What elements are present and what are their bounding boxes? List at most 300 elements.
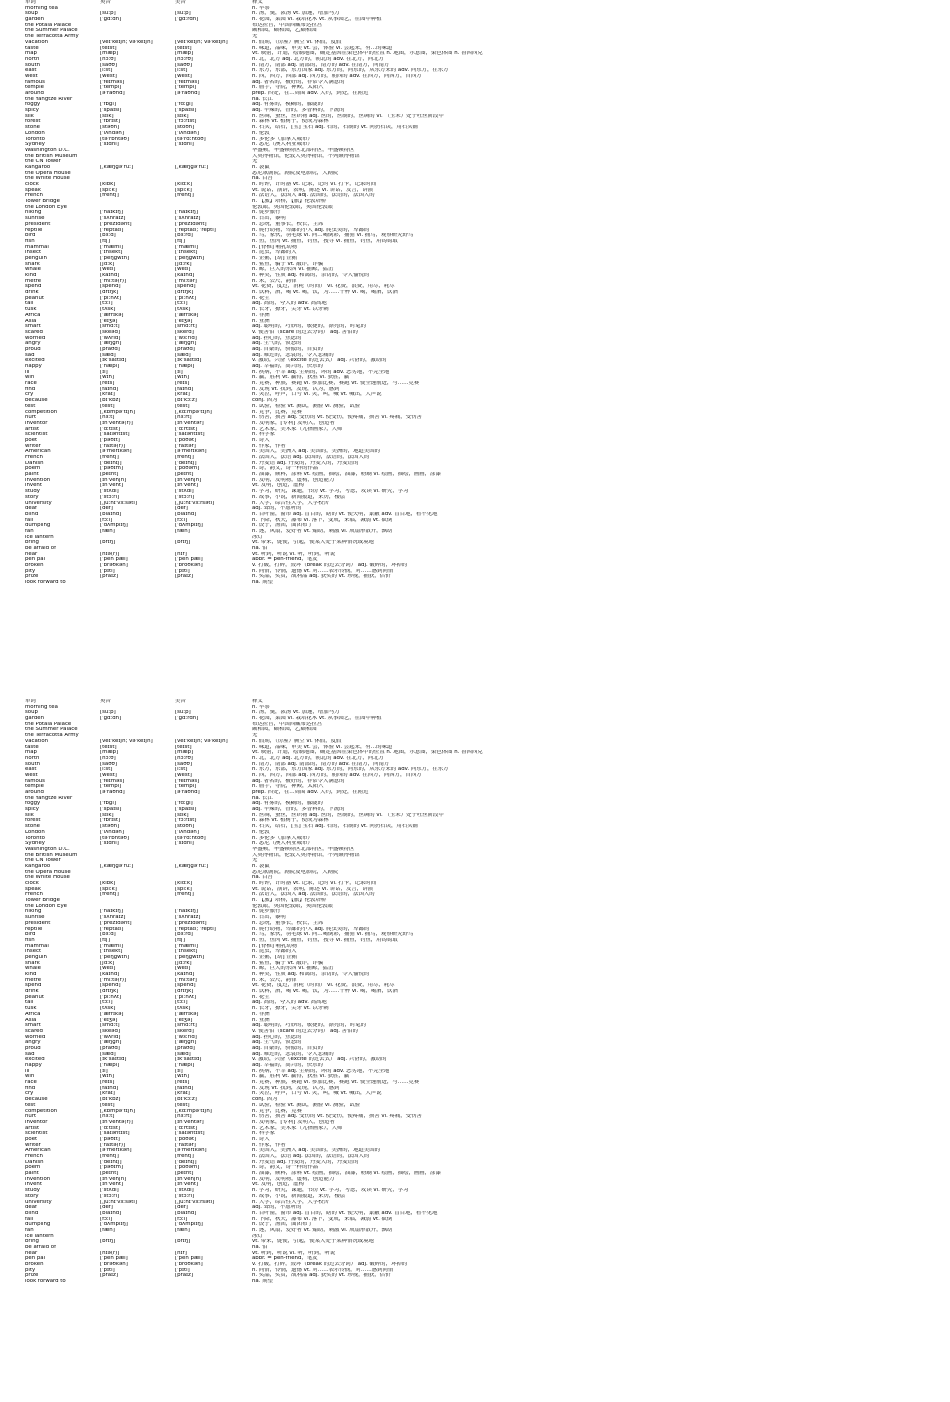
meaning-cell: na. 长江 xyxy=(252,795,273,801)
meaning-cell: n. 米，公尺，韵律 xyxy=(252,278,297,284)
word-cell: Toronto xyxy=(25,835,45,841)
meaning-cell: n. 迷，风扇，爱好者 vt. 煽动，刺激 vi. 成扇形散开，飘动 xyxy=(252,528,393,534)
us-phonetic-cell: [ˈɪnsekt] xyxy=(175,250,198,256)
us-phonetic-cell: [bɪˈkɔːz] xyxy=(175,398,197,404)
word-cell: pity xyxy=(25,1267,36,1273)
word-cell: soup xyxy=(25,710,38,716)
word-cell: cry xyxy=(25,1091,34,1097)
us-phonetic-cell: [ˈpoʊət] xyxy=(175,437,197,443)
us-phonetic-cell: [ˈbroʊkən] xyxy=(175,1262,203,1268)
uk-phonetic-cell: [sɪlk] xyxy=(100,812,114,818)
us-phonetic-cell: [kraɪ] xyxy=(175,1091,190,1097)
us-phonetic-cell: [ˈdʌmplɪŋ] xyxy=(175,523,203,529)
us-phonetic-cell: [praʊd] xyxy=(175,346,195,352)
us-phonetic-cell: [əˈmerɪkən] xyxy=(175,1148,207,1154)
meaning-cell: n. 鸟，家伙，羽毛球 vi. 向…喝倒彩，捕猎 vi. 捕鸟，观察研究野鸟 xyxy=(252,233,414,239)
meaning-cell: n. 鲸，巨大的东西 vi. 捕鲸，猛击 xyxy=(252,267,334,273)
us-phonetic-cell: [smɑːrt] xyxy=(175,1023,197,1029)
uk-phonetic-cell: [wɪn] xyxy=(100,1074,115,1080)
uk-phonetic-cell: [bɪˈkɒz] xyxy=(100,398,121,404)
meaning-cell: v. 使害怕（scare 的过去分词） adj. 害怕的 xyxy=(252,1028,358,1034)
meaning-cell: 无 xyxy=(252,858,258,864)
word-cell: ice lantern xyxy=(25,534,54,540)
meaning-cell: n. 南方，南部 adj. 南部的，南方的 adv. 在南方，向南方 xyxy=(252,62,390,68)
meaning-cell: n. 诗，韵文，诗一样的作品 xyxy=(252,466,319,472)
uk-phonetic-cell: [ˈmiːtə(r)] xyxy=(100,278,127,284)
word-cell: race xyxy=(25,1080,37,1086)
meaning-cell: na. 白宫 xyxy=(252,875,273,881)
header-meaning: 释义 xyxy=(252,0,263,5)
us-phonetic-cell: [ˈɡɑːrdn] xyxy=(175,17,199,23)
us-phonetic-cell: [def] xyxy=(175,1205,188,1211)
uk-phonetic-cell xyxy=(100,580,175,586)
uk-phonetic-cell: [ˈreptaɪl] xyxy=(100,926,124,932)
uk-phonetic-cell: [frentʃ] xyxy=(100,193,119,199)
uk-phonetic-cell: [kraɪ] xyxy=(100,392,115,398)
us-phonetic-cell: [ˈhæpi] xyxy=(175,364,195,369)
word-cell: morning tea xyxy=(25,704,58,710)
meaning-cell: n. 北，北方 adj. 北方的，朝北的 adv. 在北方，向北方 xyxy=(252,755,384,761)
us-phonetic-cell: [hɜːrt] xyxy=(175,415,192,421)
us-phonetic-cell: [ˈspaɪsi] xyxy=(175,108,197,114)
meaning-cell: n. 时钟，计时器 vt. 记录，记时 vi. 打卡，记录时间 xyxy=(252,881,377,886)
word-cell: map xyxy=(25,750,37,756)
uk-phonetic-cell: [ˈlʌndən] xyxy=(100,829,124,835)
uk-phonetic-cell: [ˌjuːnɪˈvɜːsəti] xyxy=(100,1199,137,1205)
word-cell: shark xyxy=(25,960,40,966)
word-cell: around xyxy=(25,91,44,96)
word-cell: scientist xyxy=(25,1131,48,1137)
word-cell: prize xyxy=(25,574,39,580)
word-cell: the Opera House xyxy=(25,869,71,875)
meaning-cell: 大英博物馆，伦敦大英博物馆，不列颠博物馆 xyxy=(252,153,360,159)
meaning-cell: n. 试验，检验 vt. 测试，测验 vi. 测验，试验 xyxy=(252,1102,360,1108)
word-cell: happy xyxy=(25,364,42,369)
word-cell: penguin xyxy=(25,954,47,960)
uk-phonetic-cell: [ˈstʌdi] xyxy=(100,1188,119,1194)
word-cell: broken xyxy=(25,563,44,569)
word-cell: east xyxy=(25,68,37,74)
us-phonetic-cell: [ˌjuːnɪˈvɜːrsəti] xyxy=(175,500,215,506)
us-phonetic-cell: [skerd] xyxy=(175,329,194,335)
uk-phonetic-cell: [ˈstɔːri] xyxy=(100,1193,120,1199)
us-phonetic-cell: [mæp] xyxy=(175,51,194,57)
uk-phonetic-cell: [ˈsʌnraɪz] xyxy=(100,216,126,222)
meaning-cell: adj. 幸福的，高兴的，快乐的 xyxy=(252,364,323,369)
word-cell: taste xyxy=(25,45,39,51)
uk-phonetic-cell: [fɪʃ] xyxy=(100,238,110,244)
word-cell: scared xyxy=(25,1028,43,1034)
word-cell: study xyxy=(25,489,40,495)
us-phonetic-cell: [teɪst] xyxy=(175,45,192,51)
meaning-cell: n. 学习，研究，课题，书房 vt. 学习，考虑，攻读 vi. 研究，学习 xyxy=(252,1188,409,1194)
word-cell: drink xyxy=(25,989,39,995)
us-phonetic-cell: [ˈhaɪkɪŋ] xyxy=(175,210,198,216)
meaning-cell: n. 鲨鱼，骗子 vt. 敲诈，诈骗 xyxy=(252,261,324,267)
uk-phonetic-cell: [faɪnd] xyxy=(100,386,119,392)
word-cell: Asia xyxy=(25,1017,37,1023)
meaning-cell: vt. 发明，创造，虚构 xyxy=(252,483,304,489)
word-cell: mammal xyxy=(25,244,49,250)
us-phonetic-cell: [frentʃ] xyxy=(175,1154,194,1159)
word-cell: Toronto xyxy=(25,136,45,142)
us-phonetic-cell: [tʌsk] xyxy=(175,307,191,313)
meaning-cell: n. 法语人，法国人 adj. 法国的，法语的，法国人的 xyxy=(252,892,375,898)
meaning-cell: 冰灯 xyxy=(252,534,263,540)
uk-phonetic-cell: [ʃɑːk] xyxy=(100,960,115,966)
meaning-cell: n. 非洲 xyxy=(252,312,270,318)
us-phonetic-cell: [ˌkɑːmpəˈtɪʃn] xyxy=(175,1108,212,1114)
word-cell: tall xyxy=(25,1000,34,1006)
uk-phonetic-cell: [ɪl] xyxy=(100,1068,108,1074)
word-cell: excited xyxy=(25,358,45,364)
uk-phonetic-cell: [ˈpeŋɡwɪn] xyxy=(100,954,130,960)
meaning-cell: 颐和园，颐和园，乙颐和园 xyxy=(252,28,317,34)
uk-phonetic-cell: [ˈwʌrid] xyxy=(100,1034,121,1040)
uk-phonetic-cell: [əˈmerɪkən] xyxy=(100,449,132,455)
uk-phonetic-cell: [smɑːt] xyxy=(100,1023,120,1029)
word-cell: dumpling xyxy=(25,523,51,529)
meaning-cell: vt. 带来，促使，引起，使某人处于某种情况或境地 xyxy=(252,1239,374,1245)
meaning-cell: n. 赢，胜利 vt. 赢得，获胜 vi. 获胜，赢 xyxy=(252,375,350,381)
us-phonetic-cell: [veɪˈkeɪʃn; vəˈkeɪʃn] xyxy=(175,39,228,45)
word-cell: president xyxy=(25,221,51,227)
us-phonetic-cell: [spend] xyxy=(175,983,196,989)
word-cell: whale xyxy=(25,267,41,273)
meaning-cell: adj. 聋的，不愿听的 xyxy=(252,506,302,512)
us-phonetic-cell: [ɪnˈventər] xyxy=(175,420,204,426)
uk-phonetic-cell: [ˈɡɑːdn] xyxy=(100,17,122,23)
uk-phonetic-cell: [ˈpəʊɪm] xyxy=(100,466,124,472)
meaning-cell: na. 怕 xyxy=(252,1245,268,1250)
us-phonetic-cell: [spend] xyxy=(175,284,196,290)
word-cell: peanut xyxy=(25,994,44,1000)
word-cell: win xyxy=(25,1074,35,1080)
us-phonetic-cell: [frentʃ] xyxy=(175,892,194,898)
us-phonetic-cell: [drɪŋk] xyxy=(175,989,194,995)
meaning-cell: n. 日出，黎明 xyxy=(252,915,286,921)
uk-phonetic-cell: [ˈdʌmplɪŋ] xyxy=(100,523,128,529)
uk-phonetic-cell: [ˌkæŋɡəˈruː] xyxy=(100,164,134,170)
uk-phonetic-cell: [əˈmerɪkən] xyxy=(100,1148,132,1154)
us-phonetic-cell: [hɜːrt] xyxy=(175,1114,192,1120)
us-phonetic-cell: [ˈmæml] xyxy=(175,244,198,250)
meaning-cell: v. 打破，打碎，毁坏（break 的过去分词） adj. 破碎的，坏掉的 xyxy=(252,563,408,569)
meaning-cell: n. 丹麦语 adj. 丹麦的，丹麦人的，丹麦语的 xyxy=(252,460,359,466)
meaning-cell: n. 长牙，獠牙，尖牙 vt. 以牙刺 xyxy=(252,1006,329,1012)
us-phonetic-cell: [ˈpoʊət] xyxy=(175,1136,197,1142)
meaning-cell: 伦敦眼，英国伦敦眼，英国伦敦眼 xyxy=(252,903,333,909)
meaning-cell: n. 同情，怜悯，遗憾 vt. 对……表示怜悯，对……感到同情 xyxy=(252,1267,394,1273)
uk-phonetic-cell: [teɪst] xyxy=(100,45,117,51)
meaning-cell: n. 徒步旅行 xyxy=(252,909,281,915)
meaning-cell: n. 诗，韵文，诗一样的作品 xyxy=(252,1165,319,1171)
meaning-cell: 悉尼歌剧院，剧院及电影院，大剧院 xyxy=(252,869,339,875)
meaning-cell: 悉尼歌剧院，剧院及电影院，大剧院 xyxy=(252,170,339,176)
us-phonetic-cell: [tɔːl] xyxy=(175,301,188,307)
word-cell: insect xyxy=(25,949,42,955)
us-phonetic-cell: [blaɪnd] xyxy=(175,1210,197,1216)
uk-phonetic-cell: [def] xyxy=(100,1205,113,1211)
meaning-cell: na. 怕 xyxy=(252,546,268,551)
uk-phonetic-cell: [brɪŋ] xyxy=(100,1239,116,1245)
us-phonetic-cell: [ˈpiːnʌt] xyxy=(175,295,197,301)
us-phonetic-cell: [praɪz] xyxy=(175,1273,193,1279)
meaning-cell: n. 东方，东部，东方国家 adj. 东方的，向东的，从东方来的 adv. 向东方，在东方 xyxy=(252,68,449,74)
us-phonetic-cell: [frentʃ] xyxy=(175,455,194,460)
uk-phonetic-cell: [fɪʃ] xyxy=(100,937,110,943)
uk-phonetic-cell: [west] xyxy=(100,73,117,79)
word-cell: race xyxy=(25,381,37,387)
meaning-cell: adj. 辛辣的，香的，多香料的，下流的 xyxy=(252,807,345,813)
us-phonetic-cell: [stoʊn] xyxy=(175,824,195,830)
us-phonetic-cell: [kaɪnd] xyxy=(175,972,195,977)
us-phonetic-cell: [ˈdeɪnɪʃ] xyxy=(175,460,197,466)
uk-phonetic-cell: [ˈpɪti] xyxy=(100,568,115,574)
us-phonetic-cell: [ˈsɪdni] xyxy=(175,142,194,148)
uk-phonetic-cell: [skeəd] xyxy=(100,329,120,335)
meaning-cell: n. 昆虫，卑鄙的人 xyxy=(252,949,297,955)
word-cell: soup xyxy=(25,11,38,17)
uk-phonetic-cell: [sɪlk] xyxy=(100,113,114,119)
word-cell: the White House xyxy=(25,875,70,881)
word-cell: dumpling xyxy=(25,1222,51,1228)
us-phonetic-cell: [weɪl] xyxy=(175,966,191,972)
meaning-cell: n. 袋鼠 xyxy=(252,863,270,869)
word-cell: win xyxy=(25,375,35,381)
uk-phonetic-cell: [ˈfɒrɪst] xyxy=(100,119,121,125)
us-phonetic-cell: [ˈfeɪməs] xyxy=(175,79,200,85)
meaning-cell: n. 庙宇，寺院，神殿，太阳穴 xyxy=(252,784,324,790)
uk-phonetic-cell: [ˈraɪtə(r)] xyxy=(100,1142,126,1148)
word-cell: university xyxy=(25,500,52,506)
word-cell: reptile xyxy=(25,926,43,932)
word-cell: French xyxy=(25,193,43,199)
uk-phonetic-cell: [ˈæŋɡri] xyxy=(100,341,122,347)
meaning-cell: n. 悉尼（澳大利亚城市） xyxy=(252,142,313,148)
word-cell: find xyxy=(25,386,36,392)
word-cell: the Potala Palace xyxy=(25,22,72,28)
uk-phonetic-cell: [stəʊn] xyxy=(100,125,120,131)
uk-phonetic-cell: [ɪnˈvent] xyxy=(100,483,124,489)
uk-phonetic-cell: [ˈlʌndən] xyxy=(100,130,124,136)
word-cell: the London Eye xyxy=(25,204,67,210)
uk-phonetic-cell: [təˈrɒntəʊ] xyxy=(100,835,129,841)
uk-phonetic-cell: [iːst] xyxy=(100,68,113,74)
word-cell: happy xyxy=(25,1063,42,1068)
word-cell: excited xyxy=(25,1057,45,1063)
uk-phonetic-cell: [ɪkˈsaɪtɪd] xyxy=(100,1057,127,1063)
meaning-cell: n. 总统，董事长，校长，主席 xyxy=(252,221,324,227)
word-cell: French xyxy=(25,892,43,898)
meaning-cell: n. 丝绸，蚕丝，丝织物 adj. 丝的，丝制的，丝绸的 vi. （玉米）处于吐丝阶段中 xyxy=(252,113,444,119)
word-cell: American xyxy=(25,449,51,455)
word-cell: shark xyxy=(25,261,40,267)
uk-phonetic-cell: [praʊd] xyxy=(100,1045,120,1051)
meaning-cell: n. [脊椎] 哺乳动物 xyxy=(252,244,298,250)
us-phonetic-cell: [ˈwɜːrid] xyxy=(175,1034,197,1040)
us-phonetic-cell: [test] xyxy=(175,1102,190,1108)
meaning-cell: adj. 有雾的，模糊的，朦胧的 xyxy=(252,102,323,108)
meaning-cell: n. 学习，研究，课题，书房 vt. 学习，考虑，攻读 vi. 研究，学习 xyxy=(252,489,409,495)
uk-phonetic-cell: [ˈpəʊɪt] xyxy=(100,437,120,443)
uk-phonetic-cell: [ˈspaɪsi] xyxy=(100,108,122,114)
uk-phonetic-cell: [ˈbrəʊkən] xyxy=(100,563,128,569)
word-cell: pity xyxy=(25,568,36,574)
meaning-cell: adj. 聪明的，巧妙的，敏捷的，漂亮的，时髦的 xyxy=(252,1023,367,1029)
meaning-cell: n. 种类，性质 adj. 和蔼的，亲切的，令人愉悦的 xyxy=(252,273,370,278)
meaning-cell: 布达拉宫，中国西藏布达拉宫 xyxy=(252,721,323,727)
uk-phonetic-cell: [ˈstʌdi] xyxy=(100,489,119,495)
word-cell: Sydney xyxy=(25,841,45,847)
uk-phonetic-cell: [ˈæfrɪkə] xyxy=(100,1011,124,1017)
uk-phonetic-cell: [fæn] xyxy=(100,1227,115,1233)
uk-phonetic-cell: [ˈmiːtə(r)] xyxy=(100,977,127,983)
meaning-cell: n. 鱼，鱼肉 vt. 捕鱼，钓鱼，搜寻 vi. 捕鱼，钓鱼，用钩钩取 xyxy=(252,937,398,943)
word-cell: Washington D.C. xyxy=(25,846,70,852)
meaning-cell: adj. 高的，夸大的 adv. 高高地 xyxy=(252,301,327,307)
uk-phonetic-cell: [ˈfɒɡi] xyxy=(100,102,116,108)
uk-phonetic-cell: [ˈpiːnʌt] xyxy=(100,994,122,1000)
uk-phonetic-cell: [ˈhæpi] xyxy=(100,364,120,369)
uk-phonetic-cell: [ˈeɪʒə] xyxy=(100,318,118,324)
us-phonetic-cell: [stoʊn] xyxy=(175,125,195,131)
word-cell: temple xyxy=(25,784,44,790)
uk-phonetic-cell: [stəʊn] xyxy=(100,824,120,830)
uk-phonetic-cell: [ˈsɪdni] xyxy=(100,142,119,148)
word-cell: poet xyxy=(25,1136,38,1142)
word-cell: poem xyxy=(25,1165,41,1171)
meaning-cell: n. 诗人 xyxy=(252,437,270,443)
word-cell: famous xyxy=(25,778,45,784)
word-cell: artist xyxy=(25,426,40,432)
us-phonetic-cell: [ˈsaɪəntɪst] xyxy=(175,1131,205,1137)
meaning-cell: n. 饮料，酒，喝 vt. 喝，饮，为……干杯 vi. 喝，喝酒，饮酒 xyxy=(252,290,398,296)
us-phonetic-cell: [ˌkɑːmpəˈtɪʃn] xyxy=(175,409,212,415)
word-cell: kind xyxy=(25,972,37,977)
uk-phonetic-cell: [tɔːl] xyxy=(100,301,113,307)
us-phonetic-cell: [tɔːl] xyxy=(175,1000,188,1006)
meaning-cell: n. [脊椎] 哺乳动物 xyxy=(252,943,298,949)
uk-phonetic-cell: [tʌsk] xyxy=(100,307,116,313)
us-phonetic-cell: [ˈpen pæl] xyxy=(175,1256,203,1262)
uk-phonetic-cell xyxy=(100,1279,175,1285)
meaning-cell: n. 发明，发明物，虚构，创造能力 xyxy=(252,477,335,483)
word-cell: pen pal xyxy=(25,1256,46,1262)
uk-phonetic-cell: [ˈɡɑːdn] xyxy=(100,716,122,722)
word-cell: the White House xyxy=(25,176,70,182)
word-cell: be afraid of xyxy=(25,546,57,551)
meaning-cell: adj. 难过的，悲哀的，令人悲痛的 xyxy=(252,352,334,358)
word-cell: invention xyxy=(25,1176,51,1182)
us-phonetic-cell: [ɪnˈventər] xyxy=(175,1119,204,1125)
word-cell: tall xyxy=(25,301,34,307)
uk-phonetic-cell: [mæp] xyxy=(100,750,119,756)
uk-phonetic-cell: [ˈmæml] xyxy=(100,943,123,949)
meaning-cell: n. 油漆，颜料，涂料 vt. 绘画，描绘，油漆，粉刷 vi. 绘画，描绘，画画，涂漆 xyxy=(252,472,441,478)
us-phonetic-cell: [test] xyxy=(175,403,190,409)
us-phonetic-cell: [ˈfɑːɡi] xyxy=(175,102,193,108)
us-phonetic-cell: [ˈæŋɡri] xyxy=(175,1040,197,1046)
meaning-cell: n. 发现 vt. 找到，发现，认为，感到 xyxy=(252,1085,340,1091)
meaning-cell: n. 诗人 xyxy=(252,1136,270,1142)
meaning-cell: n. 科学家 xyxy=(252,1131,276,1137)
uk-phonetic-cell: [ˈæfrɪkə] xyxy=(100,312,124,318)
word-cell: peanut xyxy=(25,295,44,301)
word-cell: tusk xyxy=(25,307,37,313)
meaning-cell: n. 鲨鱼，骗子 vt. 敲诈，诈骗 xyxy=(252,960,324,966)
meaning-cell: n. 伦敦 xyxy=(252,130,270,136)
word-cell: speak xyxy=(25,886,41,892)
meaning-cell: vt. 花费，度过，消耗（时间） vi. 花费，浪费，用尽，耗尽 xyxy=(252,284,395,290)
uk-phonetic-cell: [ˈsɪdni] xyxy=(100,841,119,847)
word-cell: the Terracotta Army xyxy=(25,733,79,739)
uk-phonetic-cell: [ˈtempl] xyxy=(100,85,122,91)
us-phonetic-cell: [faɪnd] xyxy=(175,386,194,392)
uk-phonetic-cell: [saʊθ] xyxy=(100,761,117,767)
meaning-cell: n. 早茶 xyxy=(252,5,270,11)
word-cell: west xyxy=(25,772,38,778)
uk-phonetic-cell: [ˈpen pæl] xyxy=(100,1256,128,1262)
uk-phonetic-cell: [tɔːl] xyxy=(100,1000,113,1006)
word-cell: the CN Tower xyxy=(25,159,61,165)
table-row xyxy=(25,1279,925,1285)
uk-phonetic-cell: [ˌkɒmpəˈtɪʃn] xyxy=(100,1108,136,1114)
us-phonetic-cell: [ɪnˈvenʃn] xyxy=(175,1176,202,1182)
us-phonetic-cell: [bɜːrd] xyxy=(175,233,193,239)
us-phonetic-cell: [ˈlʌndən] xyxy=(175,130,199,136)
uk-phonetic-cell: [hɜːt] xyxy=(100,415,115,421)
us-phonetic-cell: [ˈspaɪsi] xyxy=(175,807,197,813)
meaning-cell: n. 爬行动物，卑鄙的小人 adj. 爬虫类的，卑鄙的 xyxy=(252,926,370,932)
meaning-cell: n. 下降，秋天，瀑布 vi. 落下，变成，来临，减弱 vt. 砍倒 xyxy=(252,517,393,523)
word-cell: stone xyxy=(25,125,40,131)
meaning-cell: n. 悉尼（澳大利亚城市） xyxy=(252,841,313,847)
word-cell: north xyxy=(25,56,40,62)
meaning-cell: n. 赢，胜利 vt. 赢得，获胜 vi. 获胜，赢 xyxy=(252,1074,350,1080)
meaning-cell: n. 假期，（房屋）腾空 vi. 休假，度假 xyxy=(252,39,342,45)
us-phonetic-cell: [def] xyxy=(175,506,188,512)
us-phonetic-cell: [suːp] xyxy=(175,710,191,716)
word-cell: morning tea xyxy=(25,5,58,11)
uk-phonetic-cell: [reɪs] xyxy=(100,381,115,387)
word-cell: be afraid of xyxy=(25,1245,57,1250)
word-cell: the Yangtze River xyxy=(25,795,73,801)
word-cell: mammal xyxy=(25,943,49,949)
uk-phonetic-cell: [ˈpen pæl] xyxy=(100,557,128,563)
word-cell: blind xyxy=(25,511,39,517)
word-cell: insect xyxy=(25,250,42,256)
meaning-cell: n. 作家，作者 xyxy=(252,443,286,449)
word-cell: paint xyxy=(25,1171,39,1177)
word-cell: broken xyxy=(25,1262,44,1268)
word-cell: drink xyxy=(25,290,39,296)
word-cell: speak xyxy=(25,187,41,193)
uk-phonetic-cell: [əˈraʊnd] xyxy=(100,91,125,96)
uk-phonetic-cell: [ˈpɪti] xyxy=(100,1267,115,1273)
uk-phonetic-cell: [ˈsaɪəntɪst] xyxy=(100,1131,130,1137)
word-cell: invention xyxy=(25,477,51,483)
uk-phonetic-cell: [kaɪnd] xyxy=(100,273,120,278)
uk-phonetic-cell: [klɒk] xyxy=(100,182,116,187)
word-cell: kind xyxy=(25,273,37,278)
us-phonetic-cell: [sɪlk] xyxy=(175,113,189,119)
us-phonetic-cell: [wɪn] xyxy=(175,1074,190,1080)
meaning-cell: n. 法国人，法语 adj. 法国的，法语的，法国人的 xyxy=(252,455,370,460)
meaning-cell: n. 竞赛，种族，赛跑 vi. 参加比赛，赛跑 vt. 使全速前进，与……竞赛 xyxy=(252,1080,420,1086)
us-phonetic-cell: [ˌkæŋɡəˈruː] xyxy=(175,164,209,170)
header-us: 美音 xyxy=(175,699,186,704)
